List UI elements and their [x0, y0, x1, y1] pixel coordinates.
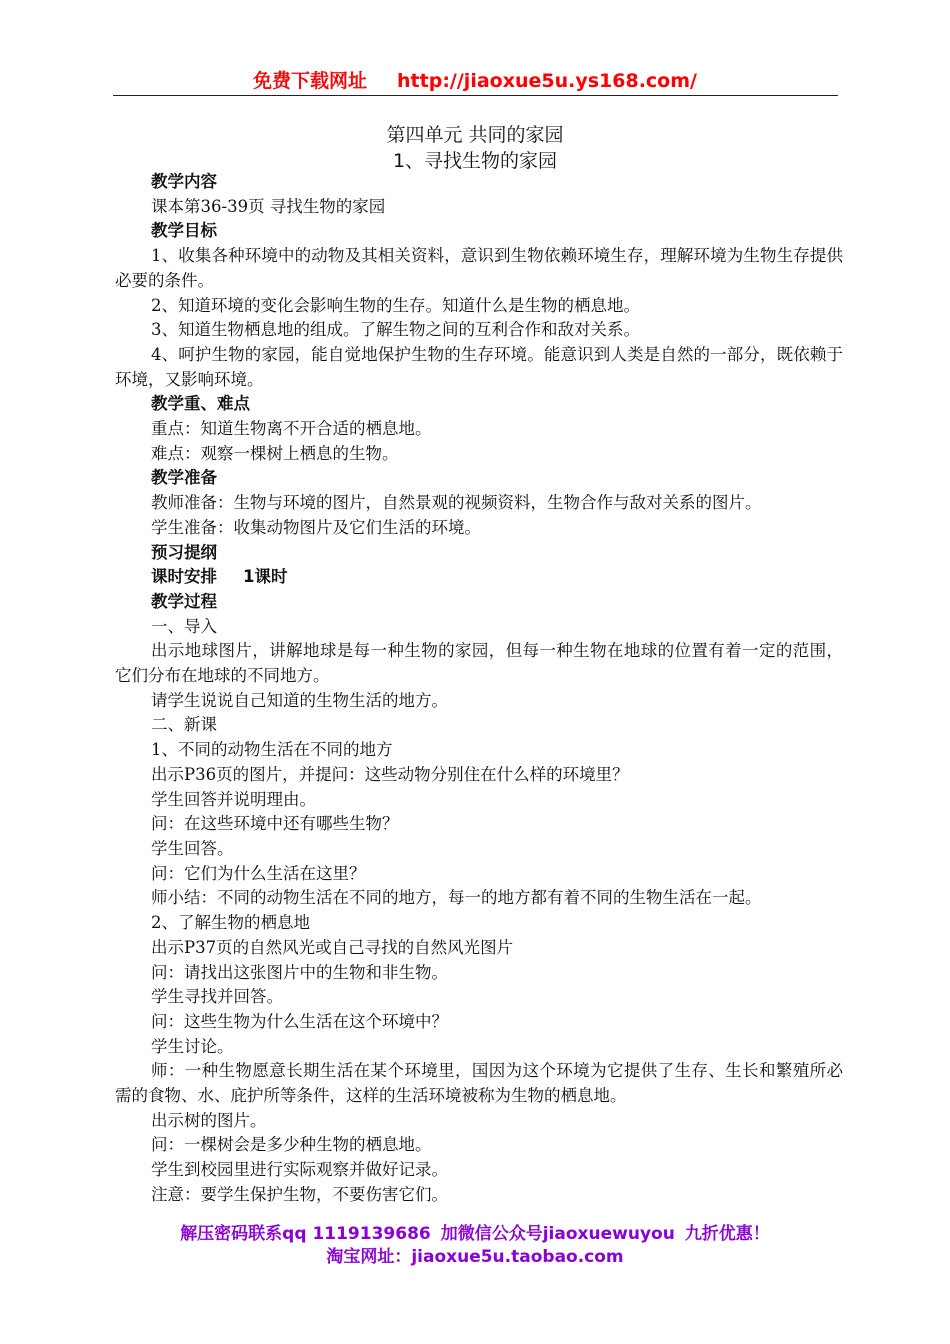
header-rule	[113, 95, 838, 96]
paragraph: 出示树的图片。	[151, 1110, 267, 1130]
footer-wechat: 加微信公众号jiaoxuewuyou	[440, 1224, 675, 1244]
lesson-time-label: 课时安排	[151, 567, 217, 587]
goals-heading: 教学目标	[151, 221, 217, 241]
footer-line-1	[0, 1219, 950, 1244]
new-lesson-title: 二、新课	[151, 715, 217, 735]
goal-item: 1、收集各种环境中的动物及其相关资料，意识到生物依赖环境生存，理解环境为生物生存提供必要的条件。	[115, 246, 843, 290]
intro-title: 一、导入	[151, 616, 217, 636]
footer-qq: 解压密码联系qq 1119139686	[180, 1224, 431, 1244]
paragraph: 问：一棵树会是多少种生物的栖息地。	[151, 1135, 432, 1155]
teacher-prep: 教师准备：生物与环境的图片，自然景观的视频资料，生物合作与敌对关系的图片。	[151, 493, 762, 513]
lesson-time-value: 1课时	[243, 567, 288, 587]
paragraph: 问：这些生物为什么生活在这个环境中？	[151, 1011, 448, 1031]
prep-heading: 教学准备	[151, 468, 217, 488]
difficult-point: 难点：观察一棵树上栖息的生物。	[151, 443, 399, 463]
paragraph: 问：在这些环境中还有哪些生物？	[151, 814, 399, 834]
document-body	[115, 170, 843, 1208]
key-point: 重点：知道生物离不开合适的栖息地。	[151, 419, 432, 439]
paragraph: 学生回答。	[151, 838, 234, 858]
paragraph: 请学生说说自己知道的生物生活的地方。	[151, 690, 448, 710]
header-label: 免费下载网址	[253, 70, 368, 92]
paragraph: 学生寻找并回答。	[151, 987, 283, 1007]
unit-title: 第四单元 共同的家园	[386, 124, 564, 146]
lesson-title: 1、寻找生物的家园	[392, 150, 558, 172]
page-header	[0, 66, 950, 93]
goal-item: 3、知道生物栖息地的组成。了解生物之间的互利合作和敌对关系。	[151, 320, 640, 340]
subsection-title: 2、了解生物的栖息地	[151, 913, 310, 933]
paragraph: 问：它们为什么生活在这里？	[151, 863, 366, 883]
goal-item: 4、呵护生物的家园，能自觉地保护生物的生存环境。能意识到人类是自然的一部分，既依赖于环境，又影响环境。	[115, 344, 843, 389]
paragraph: 学生讨论。	[151, 1036, 234, 1056]
content-text: 课本第36-39页 寻找生物的家园	[151, 196, 386, 216]
subsection-title: 1、不同的动物生活在不同的地方	[151, 740, 393, 760]
paragraph: 学生到校园里进行实际观察并做好记录。	[151, 1160, 448, 1180]
paragraph: 师：一种生物愿意长期生活在某个环境里，国因为这个环境为它提供了生存、生长和繁殖所必需的食物、水、庇护所等条件，这样的生活环境被称为生物的栖息地。	[115, 1061, 843, 1106]
paragraph: 问：请找出这张图片中的生物和非生物。	[151, 962, 448, 982]
paragraph: 出示P36页的图片，并提问：这些动物分别住在什么样的环境里？	[151, 764, 629, 784]
paragraph: 出示地球图片，讲解地球是每一种生物的家园，但每一种生物在地球的位置有着一定的范围，它们分布在地球的不同地方。	[115, 641, 843, 686]
paragraph: 学生回答并说明理由。	[151, 789, 316, 809]
paragraph: 师小结：不同的动物生活在不同的地方，每一的地方都有着不同的生物生活在一起。	[151, 888, 762, 908]
footer-discount: 九折优惠！	[684, 1224, 770, 1244]
student-prep: 学生准备：收集动物图片及它们生活的环境。	[151, 517, 481, 537]
lesson-time	[115, 565, 843, 590]
goal-item: 2、知道环境的变化会影响生物的生存。知道什么是生物的栖息地。	[151, 295, 640, 315]
paragraph: 出示P37页的自然风光或自己寻找的自然风光图片	[151, 937, 514, 957]
header-url[interactable]: http://jiaoxue5u.ys168.com/	[397, 70, 697, 92]
process-heading: 教学过程	[151, 591, 217, 611]
key-heading: 教学重、难点	[151, 394, 250, 414]
footer-taobao-link[interactable]: 淘宝网址：jiaoxue5u.taobao.com	[326, 1247, 624, 1267]
paragraph: 注意：要学生保护生物，不要伤害它们。	[151, 1184, 448, 1204]
content-heading: 教学内容	[151, 172, 217, 191]
preview-heading: 预习提纲	[151, 542, 217, 562]
